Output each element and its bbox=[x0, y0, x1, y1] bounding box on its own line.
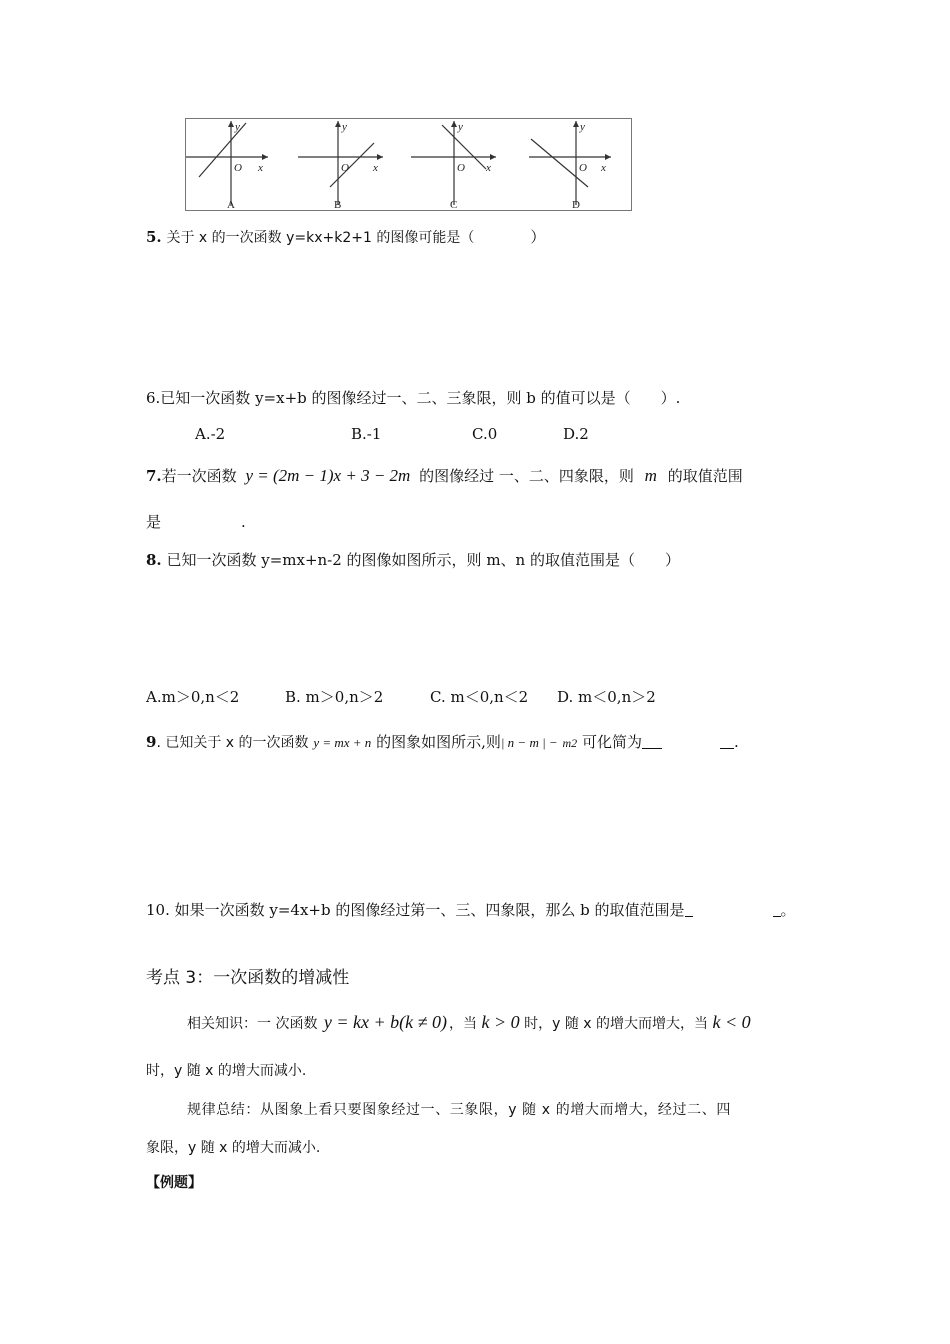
q8-number: 8. bbox=[146, 551, 162, 569]
question-7 bbox=[146, 465, 743, 486]
y-arrow-d bbox=[573, 121, 579, 127]
x-arrow-b bbox=[377, 154, 383, 160]
rule-summary-line2: 象限，y 随 x 的增大而减小. bbox=[146, 1140, 321, 1156]
q5-number: 5. bbox=[146, 228, 162, 246]
q9-blank-left bbox=[642, 734, 662, 749]
y-arrow-b bbox=[335, 121, 341, 127]
x-label-b: x bbox=[373, 162, 378, 174]
q8-option-b: B. m＞0,n＞2 bbox=[285, 688, 384, 706]
y-arrow-c bbox=[451, 121, 457, 127]
related-knowledge bbox=[187, 1012, 751, 1033]
graph-label-b: B bbox=[334, 199, 342, 210]
q9-expr2: m2 bbox=[562, 736, 578, 750]
knowledge-cond-positive: k > 0 bbox=[481, 1012, 520, 1032]
graph-label-a: A bbox=[227, 199, 235, 210]
question-10 bbox=[146, 899, 796, 920]
q6-option-a: A.-2 bbox=[195, 425, 226, 443]
q9-tail: 可化简为 bbox=[581, 733, 642, 751]
q7-end: 的取值范围 bbox=[667, 467, 743, 485]
q6-option-c: C.0 bbox=[472, 425, 498, 443]
knowledge-prefix: 相关知识：一 次函数 bbox=[187, 1016, 318, 1032]
x-label-d: x bbox=[601, 162, 606, 174]
q8-option-d: D. m＜0,n＞2 bbox=[557, 688, 656, 706]
q7-line2-end: . bbox=[241, 513, 246, 531]
x-arrow-c bbox=[490, 154, 496, 160]
related-knowledge-line2: 时，y 随 x 的增大而减小. bbox=[146, 1063, 307, 1079]
q5-text: 关于 x 的一次函数 y=kx+k2+1 的图像可能是（ bbox=[166, 230, 475, 246]
y-label-c: y bbox=[458, 121, 463, 133]
y-label-b: y bbox=[342, 121, 347, 133]
section-heading: 考点 3：一次函数的增减性 bbox=[146, 968, 350, 988]
graph-line-b bbox=[330, 143, 374, 187]
rule-summary: 规律总结：从图象上看只要图象经过一、三象限，y 随 x 的增大而增大，经过二、四 bbox=[187, 1102, 731, 1118]
origin-label-c: O bbox=[457, 162, 465, 174]
graph-options-figure bbox=[185, 118, 632, 211]
origin-label-b: O bbox=[341, 162, 349, 174]
q9-text: . 已知关于 x 的一次函数 bbox=[156, 735, 309, 751]
four-line-graphs bbox=[186, 119, 631, 210]
q10-blank-right bbox=[773, 902, 781, 917]
x-label-a: x bbox=[258, 162, 263, 174]
q9-blank-right bbox=[720, 734, 734, 749]
y-label-d: y bbox=[580, 121, 585, 133]
question-8 bbox=[146, 549, 680, 570]
knowledge-mid: ，当 bbox=[449, 1016, 478, 1032]
q10-end: 。 bbox=[780, 901, 796, 919]
q8-text: 已知一次函数 y=mx+n-2 的图像如图所示，则 m、n 的取值范围是（ ） bbox=[166, 551, 680, 569]
knowledge-formula: y = kx + b(k ≠ 0) bbox=[323, 1012, 448, 1032]
y-arrow-a bbox=[228, 121, 234, 127]
x-arrow-d bbox=[605, 154, 611, 160]
q10-text: 10. 如果一次函数 y=4x+b 的图像经过第一、三、四象限，那么 b 的取值范围是 bbox=[146, 901, 685, 919]
q7-var: m bbox=[644, 466, 657, 485]
knowledge-mid2: 时，y 随 x 的增大而增大，当 bbox=[524, 1016, 708, 1032]
y-label-a: y bbox=[235, 121, 240, 133]
question-9 bbox=[146, 731, 739, 752]
question-6: 6.已知一次函数 y=x+b 的图像经过一、二、三象限，则 b 的值可以是（ ）. bbox=[146, 389, 681, 407]
q6-option-b: B.-1 bbox=[351, 425, 382, 443]
q7-post: 的图像经过 一、二、四象限，则 bbox=[419, 467, 634, 485]
q9-text2: 的图象如图所示,则 bbox=[376, 733, 501, 751]
origin-label-d: O bbox=[579, 162, 587, 174]
q9-number: 9 bbox=[146, 733, 157, 751]
origin-label-a: O bbox=[234, 162, 242, 174]
q8-option-a: A.m＞0,n＜2 bbox=[146, 688, 240, 706]
x-label-c: x bbox=[486, 162, 491, 174]
q8-option-c: C. m＜0,n＜2 bbox=[430, 688, 529, 706]
q7-number: 7. bbox=[146, 467, 162, 485]
knowledge-cond-negative: k < 0 bbox=[712, 1012, 751, 1032]
q5-close: ） bbox=[530, 228, 546, 246]
q10-blank-left bbox=[685, 902, 693, 917]
q6-option-d: D.2 bbox=[563, 425, 589, 443]
q7-formula: y = (2m − 1)x + 3 − 2m bbox=[245, 466, 411, 485]
x-arrow-a bbox=[262, 154, 268, 160]
question-5 bbox=[146, 226, 545, 247]
q7-line2 bbox=[146, 511, 246, 532]
q9-formula: y = mx + n bbox=[313, 735, 372, 750]
q7-line2-text: 是 bbox=[146, 513, 162, 531]
example-heading: 【例题】 bbox=[146, 1175, 202, 1191]
graph-label-c: C bbox=[450, 199, 458, 210]
q7-pre: 若一次函数 bbox=[161, 467, 237, 485]
graph-label-d: D bbox=[572, 199, 580, 210]
q9-end: . bbox=[733, 733, 739, 751]
q9-expr: | n − m | − bbox=[500, 735, 558, 750]
